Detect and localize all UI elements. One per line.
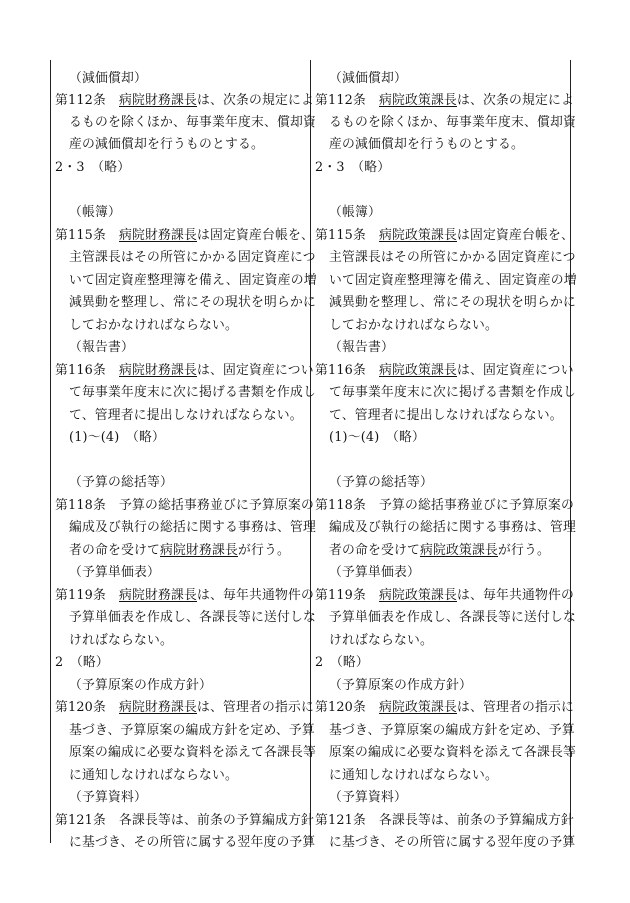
article-continuation-line [329,720,575,742]
text-segment: は、管理者の指示に [457,700,574,715]
article-caption [329,68,407,90]
text-segment: （報告書） [69,340,134,355]
article-continuation-line [69,742,316,764]
text-segment: は固定資産台帳を、 [457,228,574,243]
article-line [315,585,574,607]
article-continuation-line [329,832,575,854]
text-segment: （予算の総括等） [69,475,173,490]
article-caption [69,472,173,494]
text-segment: 原案の編成に必要な資料を添えて各課長等 [69,745,316,760]
text-segment: に基づき、その所管に属する翌年度の予算 [69,835,316,850]
article-line [55,225,314,247]
article-continuation-line [329,630,433,652]
amended-term: 病院政策課長 [379,93,458,108]
amended-term: 病院政策課長 [379,363,458,378]
text-segment: 基づき、予算原案の編成方針を定め、予算 [69,723,315,738]
text-segment: 第118条 予算の総括事務並びに予算原案の [315,498,574,513]
text-segment: は固定資産台帳を、 [197,228,314,243]
text-segment: 基づき、予算原案の編成方針を定め、予算 [329,723,575,738]
article-line [55,360,314,382]
article-continuation-line [69,292,316,314]
article-caption [69,202,121,224]
article-continuation-line [69,607,316,629]
article-line [315,810,574,832]
article-continuation-line [329,247,576,269]
text-segment: 第112条 [315,93,380,108]
text-segment: 予算単価表を作成し、各課長等に送付しな [329,610,576,625]
article-caption [69,675,212,697]
text-segment: 減異動を整理し、常にその現状を明らかに [69,295,316,310]
article-caption [329,787,407,809]
text-segment: 産の減価償却を行うものとする。 [69,137,264,152]
article-continuation-line [69,270,317,292]
text-segment: に通知しなければならない。 [329,768,498,783]
article-line [55,157,130,179]
article-continuation-line [69,720,315,742]
text-segment: （予算資料） [329,790,407,805]
article-line [55,585,314,607]
amended-term: 病院政策課長 [419,543,498,558]
article-continuation-line [329,315,498,337]
text-segment: が行う。 [497,543,550,558]
article-caption [329,562,420,584]
text-segment: 第120条 [55,700,120,715]
article-continuation-line [69,112,316,134]
article-line [315,697,574,719]
article-continuation-line [329,607,576,629]
text-segment: （減価償却） [329,71,407,86]
text-segment: て毎事業年度末に次に掲げる書類を作成し [69,385,316,400]
amended-term: 病院財務課長 [159,543,238,558]
text-segment: （帳簿） [329,205,381,220]
article-continuation-line [329,382,576,404]
text-segment: は、管理者の指示に [197,700,314,715]
article-caption [329,202,381,224]
article-caption [69,68,147,90]
article-continuation-line [329,270,577,292]
text-segment: は、次条の規定によ [197,93,314,108]
article-line [55,697,314,719]
text-segment: 第115条 [55,228,120,243]
text-segment: て毎事業年度末に次に掲げる書類を作成し [329,385,576,400]
text-segment: （帳簿） [69,205,121,220]
article-caption [69,427,165,449]
text-segment: 主管課長はその所管にかかる固定資産につ [329,250,576,265]
text-segment: は、固定資産につい [197,363,314,378]
text-segment: 第121条 各課長等は、前条の予算編成方針 [55,813,314,828]
text-segment: しておかなければならない。 [329,318,498,333]
text-segment: （予算単価表） [69,565,160,580]
article-continuation-line [69,540,290,562]
text-segment: （予算原案の作成方針） [69,678,212,693]
text-segment: (1)～(4) （略） [69,430,166,445]
text-segment: （予算原案の作成方針） [329,678,472,693]
amended-term: 病院財務課長 [119,588,198,603]
text-segment: は、毎年共通物件の [457,588,574,603]
article-line [315,90,574,112]
text-segment: に基づき、その所管に属する翌年度の予算 [329,835,576,850]
text-segment: いて固定資産整理簿を備え、固定資産の増 [329,273,577,288]
article-caption [69,787,147,809]
text-segment: （予算単価表） [329,565,420,580]
article-caption [69,562,160,584]
text-segment: 編成及び執行の総括に関する事務は、管理 [329,520,576,535]
article-continuation-line [69,517,316,539]
text-segment: しておかなければならない。 [69,318,238,333]
text-segment: るものを除くほか、毎事業年度末、償却資 [69,115,316,130]
text-segment: 第118条 予算の総括事務並びに予算原案の [55,498,314,513]
article-continuation-line [69,405,303,427]
text-segment: 第115条 [315,228,380,243]
amended-term: 病院財務課長 [119,363,198,378]
text-segment: は、次条の規定によ [457,93,574,108]
text-segment: 第112条 [55,93,120,108]
article-continuation-line [329,112,576,134]
article-continuation-line [329,134,524,156]
article-line [55,652,109,674]
article-line [315,225,574,247]
text-segment: いて固定資産整理簿を備え、固定資産の増 [69,273,317,288]
text-segment: 編成及び執行の総括に関する事務は、管理 [69,520,316,535]
article-caption [329,427,425,449]
text-segment: （減価償却） [69,71,147,86]
text-segment: ければならない。 [329,633,433,648]
text-segment: 第119条 [315,588,380,603]
text-segment: （報告書） [329,340,394,355]
amended-term: 病院財務課長 [119,700,198,715]
amended-term: 病院財務課長 [119,93,198,108]
left-border-rule [50,60,51,843]
text-segment: 減異動を整理し、常にその現状を明らかに [329,295,576,310]
article-continuation-line [69,315,238,337]
article-line [55,495,314,517]
text-segment: は、毎年共通物件の [197,588,314,603]
text-segment: 第121条 各課長等は、前条の予算編成方針 [315,813,574,828]
article-continuation-line [69,134,264,156]
article-line [55,810,314,832]
article-continuation-line [329,540,550,562]
text-segment: 予算単価表を作成し、各課長等に送付しな [69,610,316,625]
text-segment: て、管理者に提出しなければならない。 [329,408,563,423]
article-caption [69,337,134,359]
text-segment: (1)～(4) （略） [329,430,426,445]
article-continuation-line [329,405,563,427]
article-continuation-line [329,292,576,314]
article-line [315,157,390,179]
amended-term: 病院財務課長 [119,228,198,243]
text-segment: て、管理者に提出しなければならない。 [69,408,303,423]
text-segment: 2 （略） [55,655,109,670]
text-segment: 第116条 [55,363,120,378]
amended-term: 病院政策課長 [379,700,458,715]
article-line [315,652,369,674]
article-caption [329,675,472,697]
text-segment: （予算の総括等） [329,475,433,490]
article-continuation-line [69,765,238,787]
text-segment: 第119条 [55,588,120,603]
text-segment: 第116条 [315,363,380,378]
amended-term: 病院政策課長 [379,228,458,243]
article-continuation-line [69,832,315,854]
article-caption [329,337,394,359]
article-line [315,360,574,382]
article-line [55,90,314,112]
text-segment: 者の命を受けて [329,543,420,558]
article-continuation-line [329,742,576,764]
article-continuation-line [329,765,498,787]
text-segment: 2 （略） [315,655,369,670]
text-segment: るものを除くほか、毎事業年度末、償却資 [329,115,576,130]
text-segment: 主管課長はその所管にかかる固定資産につ [69,250,316,265]
text-segment: 2・3 （略） [55,160,131,175]
text-segment: 者の命を受けて [69,543,160,558]
article-continuation-line [69,247,316,269]
text-segment: 第120条 [315,700,380,715]
article-caption [329,472,433,494]
text-segment: 原案の編成に必要な資料を添えて各課長等 [329,745,576,760]
article-line [315,495,574,517]
text-segment: 産の減価償却を行うものとする。 [329,137,524,152]
text-segment: に通知しなければならない。 [69,768,238,783]
text-segment: は、固定資産につい [457,363,574,378]
text-segment: 2・3 （略） [315,160,391,175]
text-segment: が行う。 [237,543,290,558]
text-segment: （予算資料） [69,790,147,805]
article-continuation-line [69,630,173,652]
article-continuation-line [69,382,316,404]
article-continuation-line [329,517,576,539]
amended-term: 病院政策課長 [379,588,458,603]
text-segment: ければならない。 [69,633,173,648]
